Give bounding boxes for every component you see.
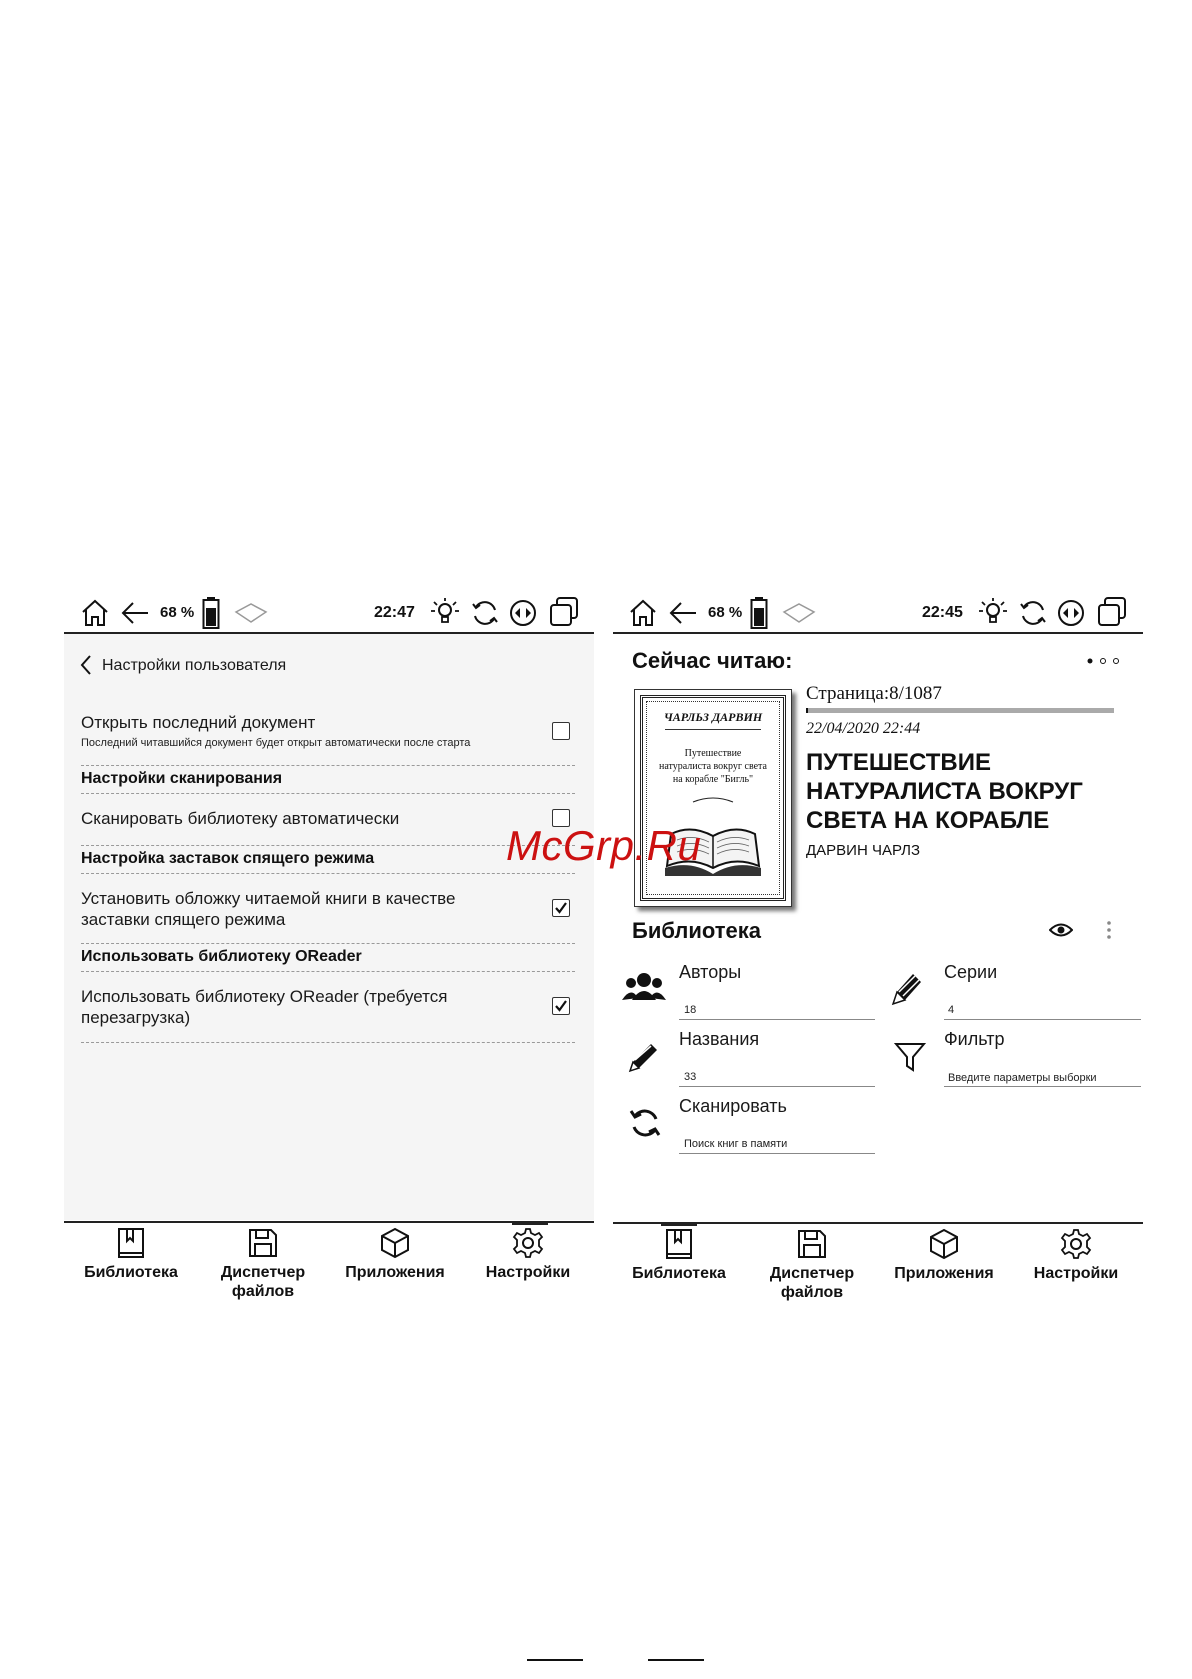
book-title-line2: НАТУРАЛИСТА ВОКРУГ [806,778,1083,805]
cube-icon [379,1227,411,1259]
divider [81,845,575,846]
book-author: ДАРВИН ЧАРЛЗ [806,842,921,859]
cover-title-line1: Путешествие [684,748,742,759]
setting-sleep-cover-line2: заставки спящего режима [81,910,286,929]
reading-progress-fill [806,708,808,713]
cube-icon [928,1228,960,1260]
nav-apps[interactable] [335,1227,455,1282]
battery-icon [202,596,220,630]
wifi-icon[interactable] [782,602,816,624]
nav-file-manager-label2: файлов [780,1284,844,1301]
nav-settings-label: Настройки [1033,1265,1119,1282]
now-reading-title: Сейчас читаю: [632,648,793,673]
nav-file-manager[interactable] [752,1228,872,1302]
book-page: Страница:8/1087 [806,683,942,704]
nav-settings[interactable] [468,1227,588,1282]
nav-file-manager-label2: файлов [231,1283,295,1300]
footer-mark [648,1659,704,1661]
library-title: Библиотека [632,918,762,943]
funnel-icon [894,1040,926,1072]
library-scan-label: Сканировать [679,1096,787,1116]
right-status-divider [613,632,1143,634]
cover-title-line3: на корабле "Бигль" [672,774,754,785]
open-last-checkbox[interactable] [552,722,570,740]
more-vertical-icon[interactable] [1106,920,1112,940]
book-cover[interactable] [634,689,792,907]
navigation-icon[interactable] [508,598,538,628]
floppy-disk-icon [796,1228,828,1260]
pencil-icon [627,1038,661,1074]
library-filter-label: Фильтр [944,1029,1005,1049]
nav-apps[interactable] [884,1228,1004,1283]
setting-open-last-subtitle: Последний читавшийся документ будет открыт автоматически после старта [81,737,471,749]
refresh-icon[interactable] [470,598,500,628]
divider [81,793,575,794]
left-status-bar [74,596,594,636]
page-dots-icon[interactable] [1086,656,1122,666]
frontlight-icon[interactable] [430,596,460,630]
section-scan-header: Настройки сканирования [81,770,283,787]
library-series-label: Серии [944,962,998,982]
checkmark-icon [554,999,568,1013]
nav-library-label: Библиотека [632,1265,726,1282]
library-series-count: 4 [948,1004,955,1016]
multitask-icon[interactable] [1096,596,1128,628]
library-titles-label: Названия [679,1029,760,1049]
nav-apps-label: Приложения [894,1265,994,1282]
nav-active-indicator [512,1221,548,1225]
book-last-read-date: 22/04/2020 22:44 [806,720,921,737]
book-title-line1: ПУТЕШЕСТВИЕ [806,749,991,776]
divider [81,971,575,972]
setting-open-last-title: Открыть последний документ [81,713,316,732]
gear-icon [1060,1228,1092,1260]
setting-sleep-cover-line1: Установить обложку читаемой книги в качестве [81,889,456,908]
status-time: 22:47 [374,604,415,621]
wifi-icon[interactable] [234,602,268,624]
cover-title-line2: натуралиста вокруг света [659,761,767,772]
divider [81,943,575,944]
setting-scan-auto-title: Сканировать библиотеку автоматически [81,809,400,828]
home-icon[interactable] [628,598,658,628]
sleep-cover-checkbox[interactable] [552,899,570,917]
nav-library[interactable] [71,1227,191,1282]
page-title[interactable]: Настройки пользователя [102,657,287,674]
people-icon [622,970,666,1004]
battery-icon [750,596,768,630]
nav-library-label: Библиотека [84,1264,178,1281]
floppy-disk-icon [247,1227,279,1259]
nav-apps-label: Приложения [345,1264,445,1281]
battery-percent: 68 % [708,604,743,621]
pencils-icon [889,970,923,1006]
back-arrow-icon[interactable] [120,600,150,626]
eye-icon[interactable] [1049,922,1073,938]
footer-mark [527,1659,583,1661]
gear-icon [512,1227,544,1259]
oreader-checkbox[interactable] [552,997,570,1015]
library-titles-count: 33 [684,1071,697,1083]
refresh-icon[interactable] [1018,598,1048,628]
setting-oreader-line1: Использовать библиотеку OReader (требуется [81,987,448,1006]
multitask-icon[interactable] [548,596,580,628]
library-filter-hint: Введите параметры выборки [948,1072,1097,1084]
nav-file-manager[interactable] [203,1227,323,1301]
home-icon[interactable] [80,598,110,628]
library-authors-label: Авторы [679,962,742,982]
library-scan-hint: Поиск книг в памяти [684,1138,788,1150]
divider [81,765,575,766]
watermark: McGrp.Ru [506,822,702,869]
book-title-line3: СВЕТА НА КОРАБЛЕ [806,807,1050,834]
bookmark-book-icon [116,1227,146,1259]
frontlight-icon[interactable] [978,596,1008,630]
sync-icon [628,1106,662,1140]
nav-file-manager-label1: Диспетчер [220,1264,306,1281]
divider [81,1042,575,1043]
nav-active-indicator [661,1222,697,1226]
book-title[interactable] [806,748,1083,835]
checkmark-icon [554,901,568,915]
nav-library[interactable] [619,1228,739,1283]
section-sleep-header: Настройка заставок спящего режима [81,850,375,867]
setting-oreader-line2: перезагрузка) [81,1008,191,1027]
chevron-left-icon[interactable] [79,654,93,676]
nav-settings-label: Настройки [485,1264,571,1281]
battery-percent: 68 % [160,604,195,621]
back-arrow-icon[interactable] [668,600,698,626]
reading-progress-track [806,708,1114,713]
library-authors-count: 18 [684,1004,697,1016]
bookmark-book-icon [664,1228,694,1260]
right-status-bar [622,596,1142,636]
cover-author: ЧАРЛЬЗ ДАРВИН [663,710,763,724]
navigation-icon[interactable] [1056,598,1086,628]
status-time: 22:45 [922,604,963,621]
divider [81,873,575,874]
section-oreader-header: Использовать библиотеку OReader [81,948,362,965]
nav-settings[interactable] [1016,1228,1136,1283]
nav-file-manager-label1: Диспетчер [769,1265,855,1282]
